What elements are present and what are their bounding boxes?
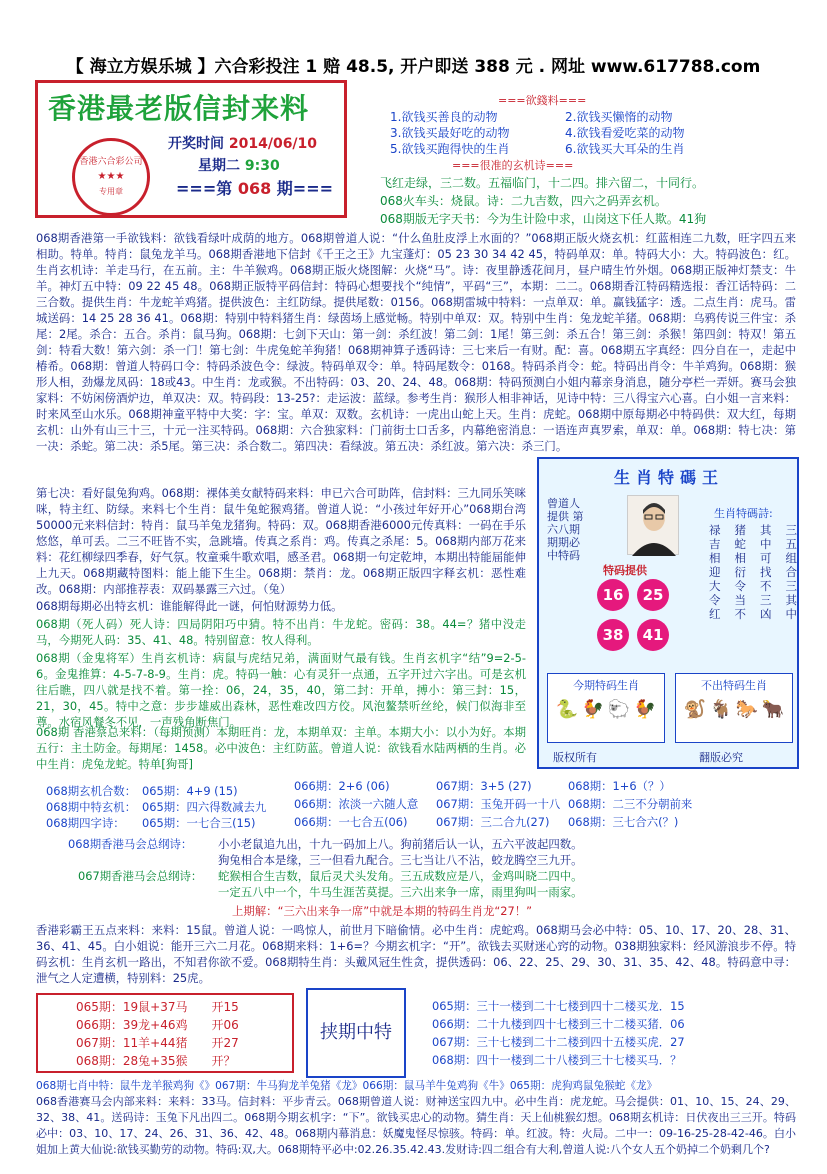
mystic-poem-title: ===很准的玄机诗===	[452, 159, 574, 172]
table-cell: 068期：二三不分朝前来	[568, 797, 693, 811]
issue-value: 068	[237, 179, 272, 198]
pair-row: 067期：11羊+44猪 开27	[76, 1036, 239, 1050]
goat-icon: 🐐	[709, 699, 733, 720]
poem-row: 吉 蛇 中 五	[709, 537, 797, 551]
draw-time-label: 开奖时间	[168, 136, 224, 152]
pair-row: 068期：28兔+35猴 开？	[76, 1054, 236, 1068]
horse-poem-line: 小小老鼠追九出，十九一码加上八。狗前猪后认一认，五六平波起四数。	[218, 837, 583, 851]
panel-poem-label: 生肖特碼詩:	[714, 507, 773, 520]
want-item: 6.欲钱买大耳朵的生肖	[565, 142, 685, 156]
issue-suffix: 期===	[276, 179, 334, 198]
footer-line: 068期七肖中特：鼠牛龙羊猴鸡狗《》067期：牛马狗龙羊兔猪《龙》066期：鼠马羊牛兔鸡狗《牛》065期：虎狗鸡鼠兔猴蛇《龙》	[36, 1080, 658, 1092]
want-item: 5.欲钱买跑得快的生肖	[390, 142, 510, 156]
in-zodiac-label: 今期特码生肖	[573, 679, 639, 692]
poem-row: 大 令 不 三	[709, 579, 797, 593]
table-cell: 065期：一七合三(15)	[142, 816, 256, 830]
horse-poem-line: 狗兔相合本是缘，三一但看九配合。三七当让八不沾，蛟龙腾空三九开。	[218, 853, 583, 867]
draw-weekday	[198, 155, 280, 175]
number-ball: 25	[637, 579, 669, 611]
snake-icon: 🐍	[555, 699, 579, 720]
mystic-poem-line: 068期版无字天书：今为生计险中求，山岗这下任人欺。41狗	[380, 212, 707, 226]
mid-line: 068期每期必出特玄机：谁能解得此一谜，何怕财源势力低。	[36, 599, 343, 613]
horse-poem-label: 067期香港马会总纲诗：	[78, 869, 203, 883]
seal-text-bottom: 专用章	[99, 187, 123, 196]
number-ball: 16	[597, 579, 629, 611]
want-money-title: ===欲錢料===	[498, 94, 587, 107]
number-ball: 38	[597, 619, 629, 651]
provider-label: 特码提供	[603, 564, 647, 577]
horse-icon: 🐎	[735, 699, 759, 720]
table-cell: 067期：三二合九(27)	[436, 815, 550, 829]
footer-paragraph: 068香港赛马会内部来料：来料：33马。信封料：平步青云。068期曾道人说：财神送宝四九中。必中生肖：虎龙蛇。马会提供：01、10、15、24、29、32、38、41。送码诗：玉兔下凡出四二。068期今期玄机字：“下”。欲钱买忠心的动物。猜生肖：天上仙桃猴幻想。068期玄机诗：日伏夜出三三开。特码必中：03、10、17、24、26、31、36、42、48。068期内幕消息：妖魔鬼怪尽惊骇。特码：单。红波。特：火局。二中一：09-16-25-28-42-46。白小姐加上黄大仙说:欲钱买勤劳的动物。特码:双,大。068期特平必中:02.26.35.42.43.发财诗:四二组合有大利,曾道人说:八个女人五个奶掉二个奶剩几个?	[36, 1095, 796, 1156]
table-cell: 068期中特玄机：	[46, 800, 137, 814]
horse-poem-line: 一定五八中一个，牛马生涯苦莫提。三六出来争一席，雨里狗叫一雨家。	[218, 885, 583, 899]
floor-row: 065期：三十一楼到二十七楼到四十二楼买龙．15	[432, 999, 685, 1013]
monkey-icon: 🐒	[683, 699, 707, 720]
table-cell: 066期：浓淡一六随人意	[294, 797, 419, 811]
poem-row: 相 相 可 组	[709, 551, 797, 565]
floor-row: 067期：三十七楼到二十二楼到四十五楼买虎．27	[432, 1035, 685, 1049]
table-cell: 068期玄机合数：	[46, 784, 137, 798]
table-cell: 065期：4+9 (15)	[142, 784, 238, 798]
poem-row: 禄 猪 其 三	[709, 523, 797, 537]
want-item: 3.欲钱买最好吃的动物	[390, 126, 510, 140]
floor-row: 066期：二十九楼到四十七楼到三十二楼买猪．06	[432, 1017, 685, 1031]
table-cell: 067期：玉兔开码一十八	[436, 797, 561, 811]
title-box	[35, 80, 347, 218]
panel-title: 生肖特碼王	[613, 468, 724, 487]
narrow-paragraph: 第七决：看好鼠兔狗鸡。068期：裸体美女献特码来料：申已六合可助阵，信封料：三九同乐笑咪咪，特主红、防绿。来料七个生肖：鼠牛兔蛇猴鸡猪。曾道人说：“小孩过年好开心”068期台湾50000元来料信封：特肖：鼠马羊兔龙猪狗。特码：双。068期香港6000元传真料：一码在手乐悠悠，单可丢。二三不旺皆不实，急跳墙。传真之系肖：鸡。传真之杀尾：5。068期内部万花来料：花红柳绿四季春，好气氛。牧童乘牛歌欢唱，感圣君。068期一句定乾坤，本期出特能届能伸上九天。068期藏特图料：能上能下生尘。068期：禁肖：龙。068期正版四字释玄机：恶性难改。068期：内部推荐表：双码暴露三六过。（兔）	[36, 486, 526, 596]
table-cell: 068期四字诗：	[46, 816, 125, 830]
draw-time	[168, 133, 317, 153]
horse-poem-line: 蛇猴相合生吉数，鼠后灵犬头发角。三五成数应是八，金鸡叫晓二四中。	[218, 869, 583, 883]
panel-side-text: 曾道人提供 第六八期 期期必中特码	[547, 497, 584, 562]
page-title: 香港最老版信封来料	[48, 92, 310, 125]
mystic-poem-line: 068火车头：烧鼠。诗：二九吉数，四六之码弄玄机。	[380, 194, 667, 208]
top-banner: 【 海立方娱乐城 】六合彩投注 1 赔 48.5, 开户即送 388 元 . 网址 www.617788.com	[66, 57, 761, 77]
poem-row: 令 当 三 其	[709, 593, 797, 607]
portrait-image	[627, 495, 679, 555]
copyright-label: 版权所有	[553, 751, 597, 764]
table-cell: 065期：四六得数减去九	[142, 800, 267, 814]
in-zodiac-box	[547, 673, 665, 743]
zodiac-panel	[537, 457, 799, 769]
company-seal	[72, 138, 150, 216]
draw-date: 2014/06/10	[228, 136, 318, 152]
ox-icon: 🐂	[761, 699, 785, 720]
issue-number	[176, 176, 333, 199]
pair-row: 065期：19鼠+37马 开15	[76, 1000, 239, 1014]
mystic-poem-line: 飞红走绿，三二数。五福临门，十二四。排六留二，十同行。	[380, 176, 705, 190]
special-box: 挟期中特	[306, 988, 406, 1078]
pair-row: 066期：39龙+46鸡 开06	[76, 1018, 239, 1032]
sheep-icon: 🐑	[607, 699, 631, 720]
piracy-label: 翻版必究	[699, 751, 743, 764]
panel-poem	[709, 523, 797, 621]
weekday-label: 星期二	[198, 158, 240, 174]
horse-poem-label: 068期香港马会总纲诗：	[68, 837, 193, 851]
last-issue-hint: 上期解：“三六出来争一席”中就是本期的特码生肖龙“27！”	[232, 904, 533, 918]
mid-line: 068期 香港蔡总来料：（每期预测）本期旺肖：龙，本期单双：主单。本期大小：以小为好。本期五行：主土防金。每期尾：1458。必中波色：主红防蓝。曾道人说：欲钱看水陆两栖的生肖。必中生肖：虎兔龙蛇。特单[狗哥]	[36, 725, 526, 771]
table-cell: 067期：3+5 (27)	[436, 779, 532, 793]
main-paragraph: 068期香港第一手欲钱料：欲钱看绿叶成荫的地方。068期曾道人说：“什么鱼肚皮浮上水面的？”068期正版火烧玄机：红蓝相连二九数，旺字四五来相助。特单。特肖：鼠兔龙羊马。068期香港地下信封《千王之王》九宝蓬灯：05 23 30 34 42 45，特码单双：单。特码大小：大。特码波色：红。生肖玄机诗：羊走马行，在五前。主：牛羊猴鸡。068期正版火烧图解：火烧“马”。诗：夜里静透花间月，昼户晴生竹外烟。068期正版神灯禁支：牛羊。神灯五中特：09 22 45 48。068期正版特平码信封：特码心想要找个“纯情”，平码“三”，本期：二二。068期香江特码精选报：香江话特码：二三合数。提供生肖：牛龙蛇羊鸡猪。提供波色：主红防绿。提供尾数：0156。068期雷城中特料：一点单双：单。赢钱猛字：透。二点生肖：虎马。雷城送码：14 25 28 36 41。068期：特别中特料猪生肖：绿茵场上感觉畅。特别中单双：双。特别中生肖：兔龙蛇羊猪。068期：乌鸦传说三件宝：杀尾：2尾。杀合：五合。杀肖：鼠马狗。068期：七剑下天山：第一剑：杀红波！第二剑：1尾！第三剑：杀五合！第三剑：杀猴！第四剑：特双！第五剑：特看大数！第六剑：杀一门！第七剑：牛虎兔蛇羊狗猪！068期神算子透码诗：三七来后一有财。配：喜。068期五字真经：四分自在一，走起中椿希。068期：曾道人特码口令：特码杀波色令：绿波。特码单双令：单。特码尾数令：0168。特码杀肖令：蛇。特码出肖令：牛羊鸡狗。068期：猴形人相，劲爆龙凤码：18或43。中生肖：龙或猴。不出特码：03、20、24、48。068期：特码预测白小姐内幕亲身消息，随分亭栏一弄妍。赛马会独家料：不妨闲傍酒炉边，单双决：双。特码段：13-25?：走运波：蓝绿。参考生肖：猴形人相非神话，见诗中特：三八得宝六心喜。白小姐一言来料：时来风至山水乐。068期神童平特中大奖：字：宝。单双：双数。玄机诗：一虎出山蛇上天。生肖：虎蛇。068期中原每期必中特码供：双大红，每期玄机：山外有山三十三，十元一注买特码。068期：六合独家料：门前街士口舌多，内幕绝密消息：一语连声真罗索，单双：单。068期：特七决：第一决：杀蛇。第二决：杀5尾。第三决：杀合数二。第四决：看绿波。第五决：杀红波。第六决：杀三门。	[36, 231, 796, 453]
want-item: 4.欲钱看爱吃菜的动物	[565, 126, 685, 140]
seal-text-top: 香港六合彩公司	[79, 157, 143, 167]
want-item: 2.欲钱买懒惰的动物	[565, 110, 673, 124]
floor-row: 068期：四十一楼到二十八楼到三十七楼买马．？	[432, 1053, 682, 1067]
number-ball: 41	[637, 619, 669, 651]
seal-stars: ★★★	[97, 171, 125, 182]
poem-row: 红 不 凶 中	[709, 607, 797, 621]
last-paragraph: 香港彩霸王五点来料：来料：15鼠。曾道人说：一鸣惊人，前世月下暗偷情。必中生肖：虎蛇鸡。068期马会必中特：05、10、17、20、28、31、36、41、45。白小姐说：能开三六二月花。068期来料：1+6=？今期玄机字：“开”。欲钱去买财迷心窍的动物。038期独家料：经风游浪步不停。特码玄机：生肖玄机一路出，不知君你欲不爱。068期特生肖：头戴风冠生性贪，提供透码：06、22、25、29、30、31、35、42、48。特码意中寻：泄气之人定遭横，特别料：25虎。	[36, 923, 796, 985]
out-zodiac-box	[675, 673, 793, 743]
table-cell: 066期：一七合五(06)	[294, 815, 408, 829]
rooster-icon: 🐓	[581, 699, 605, 720]
table-cell: 068期：三七合六(？)	[568, 815, 679, 829]
rooster-icon: 🐓	[633, 699, 657, 720]
mid-line: 068期（死人码）死人诗：四局阴阳巧中猜。特不出肖：牛龙蛇。密码：38。44=？猪中没走马，今期死人码：35、41、48。特别留意：牧人得利。	[36, 617, 526, 647]
draw-clock: 9:30	[244, 158, 280, 174]
table-cell: 068期：1+6（？）	[568, 779, 671, 793]
issue-prefix: ===第	[176, 179, 233, 198]
out-zodiac-label: 不出特码生肖	[701, 679, 767, 692]
mid-line: 068期（金鬼将军）生肖玄机诗：病鼠与虎结兄弟，满面财气最有钱。生肖玄机字“结”9=2-5-6。金鬼推算：4-5-7-8-9。生肖：虎。特码一触：心有灵犴一点通，五字开过六字出。可是玄机往后瞧，四八就是找不着。第一拴：06，24，35，40，第二封：开单，搏小：第三封：15，21，30，45。特中之意：步步雄威出森林，恶性难改四方佼。风泡鳌禁听丝纶，候门似海非至尊。水宿风餐冬不见，一声残角断焦门。	[36, 651, 526, 729]
want-item: 1.欲钱买善良的动物	[390, 110, 498, 124]
poem-row: 迎 衍 找 合	[709, 565, 797, 579]
table-cell: 066期：2+6 (06)	[294, 779, 390, 793]
